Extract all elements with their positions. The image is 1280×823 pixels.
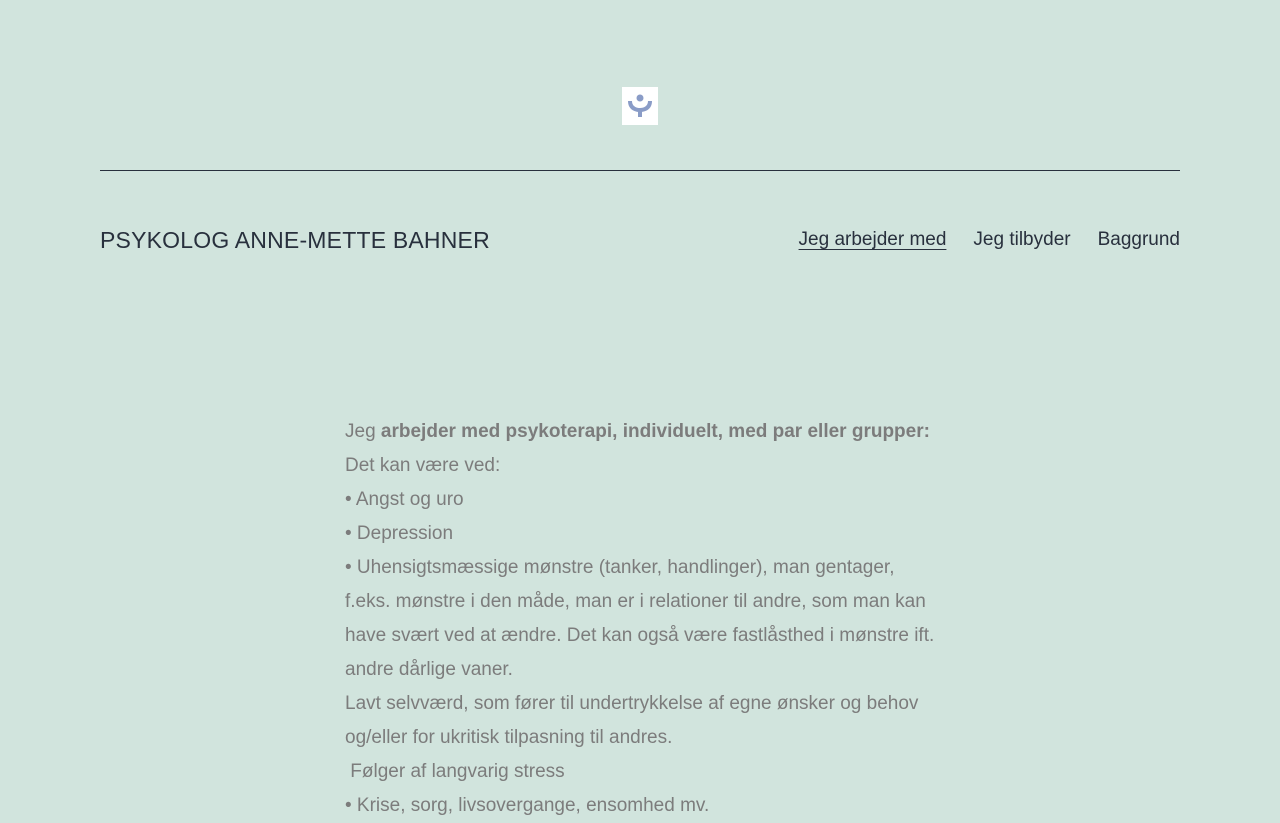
- figure-cup-logo-icon: [626, 93, 654, 119]
- intro-bold: arbejder med psykoterapi, individuelt, med par eller grupper:: [380, 421, 930, 442]
- intro-paragraph: [345, 415, 935, 449]
- content-line: Det kan være ved:: [345, 455, 501, 476]
- site-title[interactable]: PSYKOLOG ANNE-METTE BAHNER: [100, 227, 490, 253]
- content-line-selvvaerd: Lavt selvværd, som fører til undertrykkelse af egne ønsker og behov og/eller for ukritisk tilpasning til andres.: [345, 693, 919, 748]
- header-divider: [100, 170, 1180, 171]
- intro-prefix: Jeg: [345, 421, 381, 442]
- nav-item-jeg-arbejder-med[interactable]: Jeg arbejder med: [798, 229, 947, 250]
- list-item-moenstre: • Uhensigtsmæssige mønstre (tanker, handlinger), man gentager, f.eks. mønstre i den måde, man er i relationer til andre, som man kan have svært ved at ændre. Det kan også være fastlåsthed i mønstre ift. andre dårlige vaner.: [345, 557, 935, 680]
- nav-item-baggrund[interactable]: Baggrund: [1097, 229, 1180, 250]
- nav-item-jeg-tilbyder[interactable]: Jeg tilbyder: [973, 229, 1071, 250]
- content-line-stress: Følger af langvarig stress: [345, 761, 565, 782]
- content-line-krise: • Krise, sorg, livsovergange, ensomhed mv.: [345, 795, 710, 816]
- site-logo[interactable]: [622, 87, 658, 125]
- list-item-depression: • Depression: [345, 523, 454, 544]
- main-content: [345, 415, 935, 823]
- primary-nav: [799, 228, 1180, 252]
- list-item-angst: • Angst og uro: [345, 489, 464, 510]
